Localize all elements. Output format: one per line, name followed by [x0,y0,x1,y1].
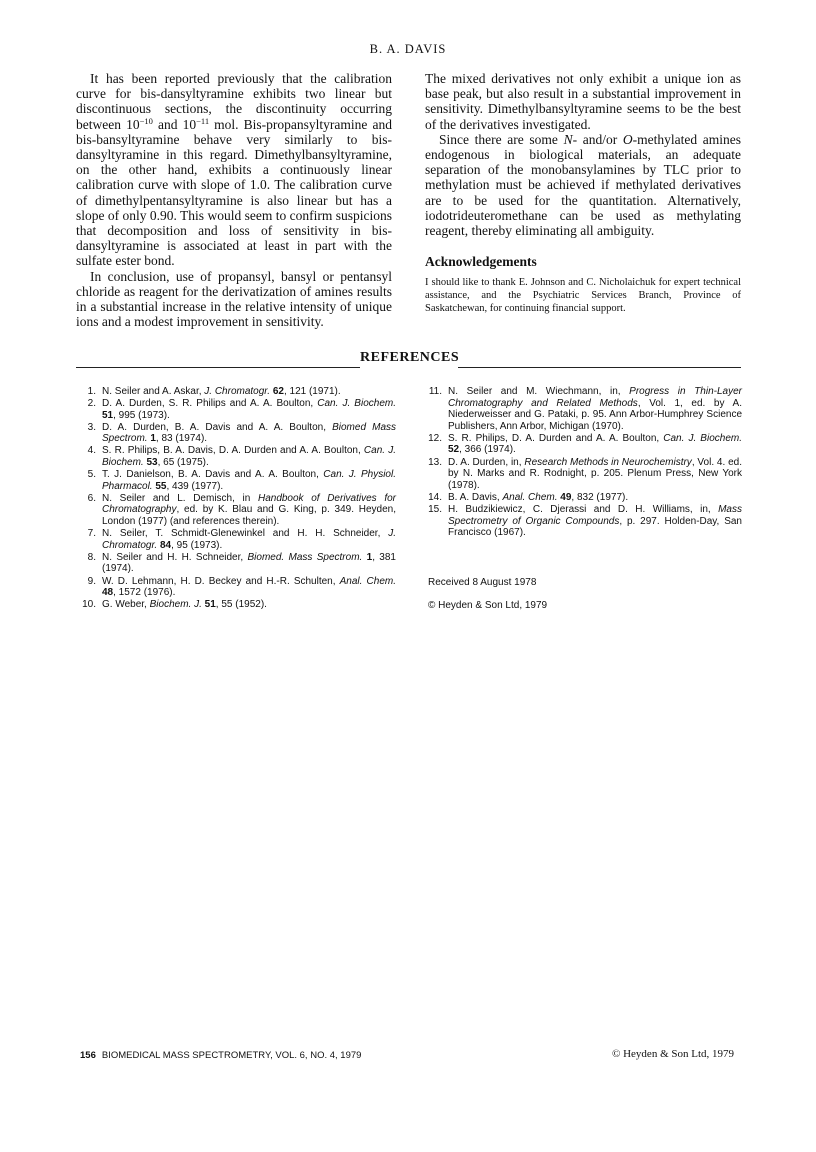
reference-text: D. A. Durden, in, Research Methods in Neurochemistry, Vol. 4. ed. by N. Marks and R. Rodnight, p. 205. Plenum Press, New York (1978). [448,456,742,491]
reference-number: 7. [87,528,96,540]
body-paragraph: The mixed derivatives not only exhibit a unique ion as base peak, but also result in a substantial improvement in sensitivity. Dimethylbansyltyramine seems to be the best of the derivatives investigated. [425,71,741,132]
reference-item [78,493,396,528]
reference-number: 2. [87,398,96,410]
reference-item [78,422,396,445]
reference-item [78,445,396,468]
references-rule-right [458,367,741,368]
body-paragraph: It has been reported previously that the calibration curve for bis-dansyltyramine exhibits two linear but discontinuous sections, the discontinuity occurring between $10^{-10}$ and $10^{-11}$ mol. Bis-propansyltyramine and bis-bansyltyramine behave very similarly to bis-dansyltyramine in this regard. Dimethylbansyltyramine, on the other hand, exhibits a continuously linear calibration curve with slope of 1.0. The calibration curve of dimethylpentansyltyramine is also linear but has a slope of only 0.90. This would seem to confirm suspicions that decomposition and loss of sensitivity in bis-dansyltyramine is associated at least in part with the sulfate ester bond. [76,71,392,269]
reference-text: D. A. Durden, S. R. Philips and A. A. Boulton, Can. J. Biochem. 51, 995 (1973). [102,398,396,421]
reference-item [424,504,742,539]
references-title: REFERENCES [360,350,460,365]
reference-item [78,398,396,421]
reference-text: H. Budzikiewicz, C. Djerassi and D. H. Williams, in, Mass Spectrometry of Organic Compounds, p. 297. Holden-Day, San Francisco (1967). [448,503,742,539]
reference-text: S. R. Philips, D. A. Durden and A. A. Boulton, Can. J. Biochem. 52, 366 (1974). [448,432,742,456]
copyright-notice: © Heyden & Son Ltd, 1979 [428,600,548,611]
reference-text: N. Seiler and A. Askar, J. Chromatogr. 62, 121 (1971). [102,386,341,397]
left-text-column [76,71,392,329]
reference-number: 13. [428,456,442,468]
reference-text: N. Seiler and L. Demisch, in Handbook of Derivatives for Chromatography, ed. by K. Blau and G. King, p. 349. Heyden, London (1977) (and references therein). [102,492,396,528]
reference-number: 6. [87,492,96,504]
reference-text: G. Weber, Biochem. J. 51, 55 (1952). [102,599,267,611]
footer-journal [80,1050,361,1061]
running-head: B. A. DAVIS [369,42,447,56]
body-paragraph: In conclusion, use of propansyl, bansyl or pentansyl chloride as reagent for the derivatization of amines results in a substantial increase in the relative intensity of unique ions and a modest improvement in sensitivity. [76,268,392,330]
body-paragraph: Since there are some N- and/or O-methylated amines endogenous in biological materials, an adequate separation of the monobansylamines by TLC prior to methylation must be achieved if methylated derivatives are to be used for the quantitation. Alternatively, iodotrideuteromethane can be used as methylating reagent, thereby eliminating all ambiguity. [425,131,742,239]
reference-text: S. R. Philips, B. A. Davis, D. A. Durden and A. A. Boulton, Can. J. Biochem. 53, 65 (1975). [102,445,396,469]
references-rule-left [76,367,360,368]
reference-item [424,457,742,492]
acknowledgements-heading: Acknowledgements [425,254,537,270]
references-header [76,350,741,366]
journal-name: BIOMEDICAL MASS SPECTROMETRY, VOL. 6, NO. 4, 1979 [101,1050,362,1061]
reference-item [78,599,396,611]
reference-number: 5. [87,469,96,481]
reference-number: 11. [428,386,442,397]
references-list-right [424,386,742,539]
reference-text: N. Seiler and H. H. Schneider, Biomed. Mass Spectrom. 1, 381 (1974). [102,551,396,575]
reference-item [424,386,742,432]
footer-copyright: © Heyden & Son Ltd, 1979 [612,1048,735,1060]
references-list-left [78,386,396,611]
reference-item [78,528,396,551]
acknowledgements-text: I should like to thank E. Johnson and C. Nicholaichuk for expert technical assistance, and the Psychiatric Services Branch, Province of Saskatchewan, for continuing financial support. [425,277,741,314]
reference-text: B. A. Davis, Anal. Chem. 49, 832 (1977). [448,491,629,503]
reference-number: 1. [87,386,96,397]
reference-text: N. Seiler, T. Schmidt-Glenewinkel and H. H. Schneider, J. Chromatogr. 84, 95 (1973). [102,528,396,551]
reference-number: 15. [428,503,442,515]
reference-item [78,386,396,398]
reference-number: 12. [428,432,442,444]
reference-text: D. A. Durden, B. A. Davis and A. A. Boulton, Biomed Mass Spectrom. 1, 83 (1974). [102,421,397,445]
reference-item [78,469,396,492]
reference-item [424,433,742,456]
reference-text: T. J. Danielson, B. A. Davis and A. A. Boulton, Can. J. Physiol. Pharmacol. 55, 439 (1977). [102,469,396,492]
reference-number: 8. [87,551,96,563]
reference-number: 3. [87,421,96,433]
reference-text: W. D. Lehmann, H. D. Beckey and H.-R. Schulten, Anal. Chem. 48, 1572 (1976). [102,575,396,599]
right-text-column [425,71,741,315]
reference-number: 14. [428,491,442,503]
reference-text: N. Seiler and M. Wiechmann, in, Progress in Thin-Layer Chromatography and Related Methods, Vol. 1, ed. by A. Niederweisser and G. Pataki, p. 95. Ann Arbor-Humphrey Science Publishers, Ann Arbor, Michigan (1970). [448,386,742,432]
reference-item [78,552,396,575]
reference-item [424,492,742,504]
page-number: 156 [80,1050,96,1061]
received-date: Received 8 August 1978 [428,577,537,588]
reference-number: 4. [87,445,96,457]
reference-number: 9. [87,575,96,587]
reference-number: 10. [82,599,96,611]
reference-item [78,576,396,599]
